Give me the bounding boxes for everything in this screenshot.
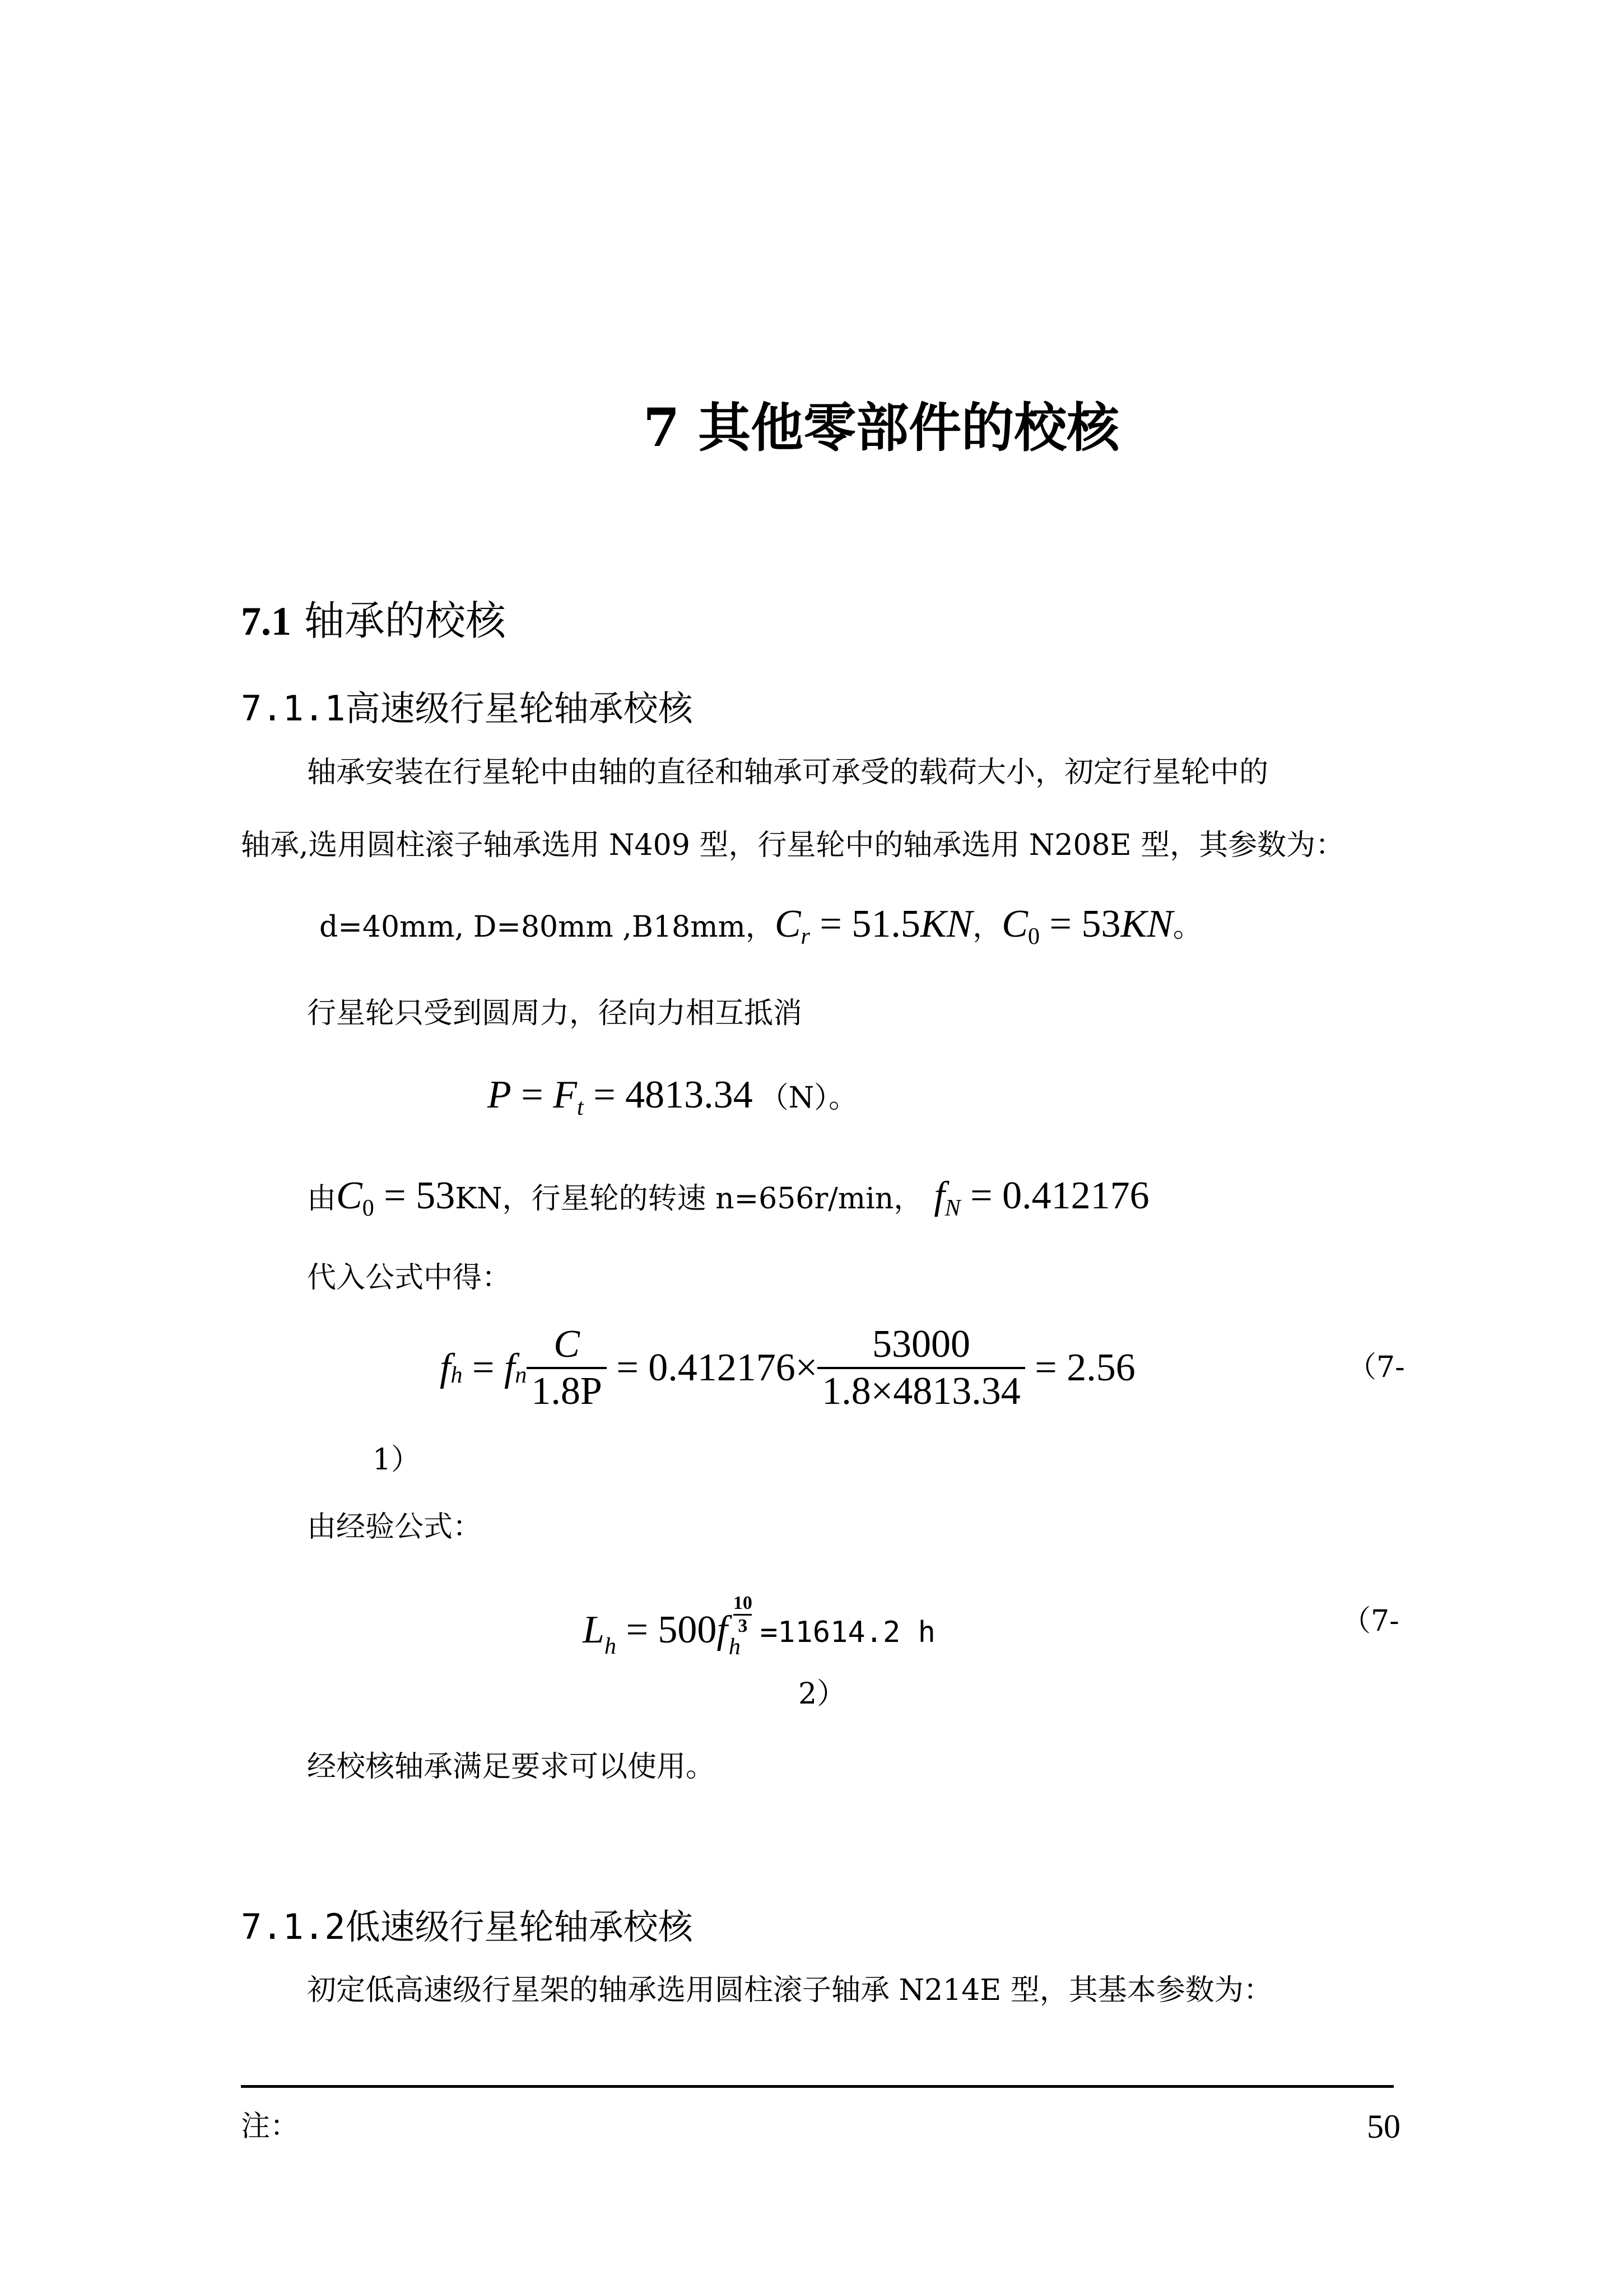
footer-rule <box>241 2085 1394 2088</box>
paragraph-line: 代入公式中得： <box>307 1261 511 1295</box>
equation-label-cont: 1） <box>373 1443 421 1477</box>
cr-equation: Cr = 51.5KN <box>774 902 973 950</box>
params-text: d=40mm, D=80mm ,B18mm， <box>319 910 775 944</box>
subsection-heading-1 <box>241 681 693 730</box>
fh-equation: f h = f n $\frac{C}{1.8P}$ = 0.412176× $\frac{53000}{1.8\times 4813.34}$ = 2.56 <box>440 1323 1136 1413</box>
section-heading <box>241 588 506 646</box>
paragraph-line: 初定低高速级行星架的轴承选用圆柱滚子轴承 N214E 型，其基本参数为： <box>307 1974 1273 2007</box>
subsection-title: 低速级行星轮轴承校核 <box>345 1906 693 1947</box>
paragraph-line: 由经验公式： <box>307 1510 482 1544</box>
subsection-number: 7.1.2 <box>241 1906 346 1947</box>
speed-line: 由 C0 = 53 KN，行星轮的转速 n=656r/min， fN = 0.412176 <box>307 1174 1150 1221</box>
equation-label: （7- <box>1347 1351 1405 1384</box>
fraction: $\frac{53000}{1.8\times 4813.34}$ <box>817 1322 1025 1414</box>
c0-equation: C0 = 53KN <box>1002 902 1173 950</box>
chapter-title: 7 其他零部件的校核 <box>643 397 1120 459</box>
subsection-heading-2 <box>241 1899 693 1949</box>
equation-label: （7- <box>1342 1604 1399 1638</box>
page-number: 50 <box>1367 2108 1400 2145</box>
lh-equation: L h = 500 f $\frac{10}{3}$ h =11614.2 h <box>583 1593 936 1660</box>
exponent-fraction: $\frac{10}{3}$ <box>733 1593 752 1636</box>
paragraph-line: 轴承安装在行星轮中由轴的直径和轴承可承受的载荷大小，初定行星轮中的 <box>307 756 1269 789</box>
fraction: $\frac{C}{1.8P}$ <box>527 1322 606 1414</box>
footer-note: 注： <box>241 2110 300 2143</box>
paragraph-line: 行星轮只受到圆周力，径向力相互抵消 <box>307 997 803 1030</box>
subsection-title: 高速级行星轮轴承校核 <box>345 688 693 729</box>
section-title: 轴承的校核 <box>304 597 506 644</box>
subsection-number: 7.1.1 <box>241 688 346 729</box>
section-number: 7.1 <box>241 599 291 644</box>
force-equation: P = Ft = 4813.34 （N）。 <box>487 1073 858 1120</box>
paragraph-line: 经校核轴承满足要求可以使用。 <box>307 1750 715 1784</box>
parameters-line: d=40mm, D=80mm ,B18mm， Cr = 51.5KN ， C0 = 53KN 。 <box>319 902 1202 950</box>
paragraph-line: 轴承,选用圆柱滚子轴承选用 N409 型，行星轮中的轴承选用 N208E 型，其参数为： <box>241 829 1345 862</box>
equation-label-cont: 2） <box>798 1677 846 1711</box>
